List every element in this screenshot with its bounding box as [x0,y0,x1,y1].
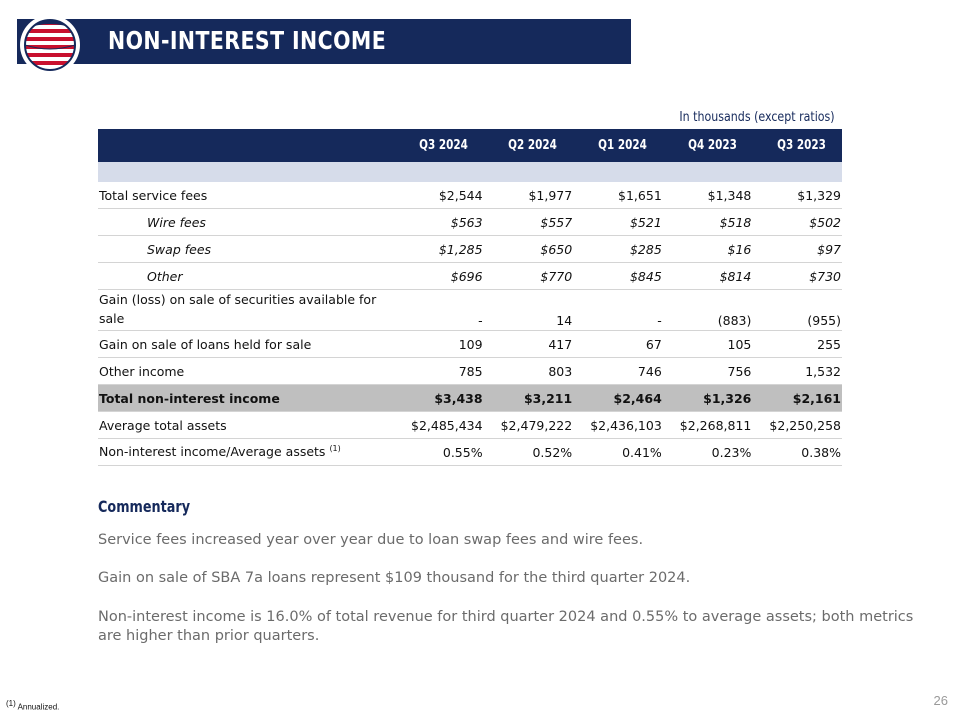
cell: $1,285 [394,236,484,263]
cell: 0.23% [663,439,753,466]
cell: 417 [484,331,574,358]
cell: 746 [573,358,663,385]
cell: $1,326 [663,385,753,412]
row-label: Gain on sale of loans held for sale [98,331,394,358]
cell: $502 [752,209,842,236]
cell: 0.52% [484,439,574,466]
table-row [98,331,842,358]
column-header: Q2 2024 [484,129,574,162]
cell: $770 [484,263,574,290]
row-label: Other income [98,358,394,385]
cell: $845 [573,263,663,290]
cell: $2,161 [752,385,842,412]
page-number: 26 [933,693,948,708]
cell: $1,329 [752,182,842,209]
footnote [6,699,59,712]
row-label: Total non-interest income [98,385,394,412]
cell: 105 [663,331,753,358]
cell: 0.55% [394,439,484,466]
cell: $2,436,103 [573,412,663,439]
cell: $521 [573,209,663,236]
page-title: NON-INTEREST INCOME [108,26,387,55]
non-interest-income-table [98,129,842,466]
cell: $696 [394,263,484,290]
cell: $3,211 [484,385,574,412]
cell: - [394,290,484,331]
cell: $650 [484,236,574,263]
cell: $2,544 [394,182,484,209]
cell: $1,348 [663,182,753,209]
cell: $2,464 [573,385,663,412]
table-row [98,263,842,290]
cell: $1,651 [573,182,663,209]
cell: $814 [663,263,753,290]
commentary-paragraph: Non-interest income is 16.0% of total revenue for third quarter 2024 and 0.55% to average assets; both metrics are higher than prior quarters. [98,609,914,644]
row-label: Swap fees [98,236,394,263]
table-row [98,209,842,236]
row-label [98,439,394,466]
spacer-row [98,162,842,182]
row-label: Wire fees [98,209,394,236]
cell: 756 [663,358,753,385]
table-row [98,412,842,439]
cell: 1,532 [752,358,842,385]
row-label: Other [98,263,394,290]
cell: $563 [394,209,484,236]
cell: $2,479,222 [484,412,574,439]
column-header: Q3 2024 [394,129,484,162]
cell: 0.38% [752,439,842,466]
column-header: Q1 2024 [573,129,663,162]
cell: $730 [752,263,842,290]
cell: 14 [484,290,574,331]
commentary-paragraph: Service fees increased year over year due to loan swap fees and wire fees. [98,532,644,548]
cell: 0.41% [573,439,663,466]
cell: $16 [663,236,753,263]
cell: $2,485,434 [394,412,484,439]
footnote-text: Annualized. [17,702,60,712]
table-row [98,358,842,385]
row-label: Average total assets [98,412,394,439]
cell: 785 [394,358,484,385]
cell: $2,268,811 [663,412,753,439]
table-row [98,182,842,209]
cell: $518 [663,209,753,236]
row-label-text: Non-interest income/Average assets [99,444,326,460]
cell: $557 [484,209,574,236]
footnote-marker: (1) [329,444,341,454]
cell: - [573,290,663,331]
total-row [98,385,842,412]
cell: (955) [752,290,842,331]
column-header: Q3 2023 [752,129,842,162]
cell: $285 [573,236,663,263]
row-label: Gain (loss) on sale of securities available for sale [98,290,394,331]
commentary-heading: Commentary [98,497,191,516]
cell: $97 [752,236,842,263]
flag-globe-logo [20,15,80,75]
cell: 109 [394,331,484,358]
cell: 67 [573,331,663,358]
header-blank [98,129,394,162]
footnote-mark: (1) [6,699,16,708]
cell: (883) [663,290,753,331]
cell: $3,438 [394,385,484,412]
cell: 255 [752,331,842,358]
cell: 803 [484,358,574,385]
cell: $1,977 [484,182,574,209]
units-note: In thousands (except ratios) [679,110,835,125]
row-label: Total service fees [98,182,394,209]
table-row [98,439,842,466]
table-header-row [98,129,842,162]
table-row [98,236,842,263]
commentary-paragraph: Gain on sale of SBA 7a loans represent $109 thousand for the third quarter 2024. [98,570,691,586]
cell: $2,250,258 [752,412,842,439]
column-header: Q4 2023 [663,129,753,162]
table-row [98,290,842,331]
